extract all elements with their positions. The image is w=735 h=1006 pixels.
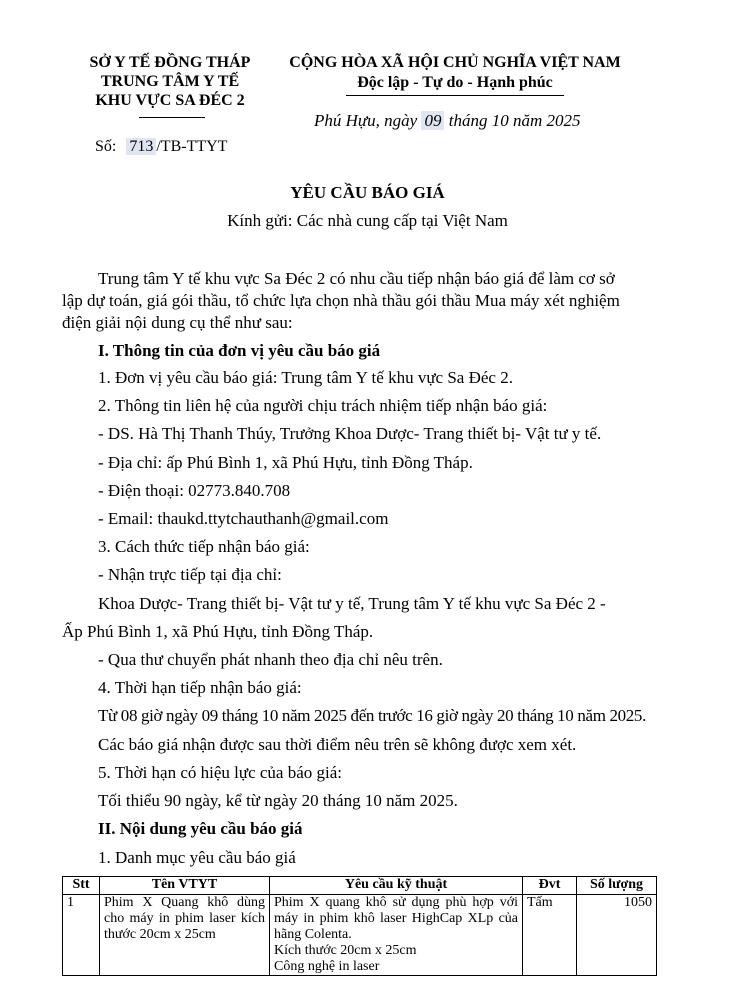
section-1-line: - Điện thoại: 02773.840.708 [98,481,291,500]
col-header-spec: Yêu cầu kỹ thuật [270,877,523,895]
col-header-stt: Stt [63,877,100,895]
document-date [314,111,580,131]
intro-line-3: điện giải nội dung cụ thể như sau: [62,313,293,332]
so-label: Số: [95,138,117,155]
cell-name: Phim X Quang khô dùng cho máy in phim laser kích thước 20cm x 25cm [100,895,270,976]
section-1-line: 4. Thời hạn tiếp nhận báo giá: [98,678,302,697]
date-suffix: tháng 10 năm 2025 [448,111,581,130]
cell-spec [270,895,523,976]
spec-line: Công nghệ in laser [274,959,380,974]
motto-underline [346,95,564,96]
cell-qty: 1050 [577,895,657,976]
cell-stt: 1 [63,895,100,976]
national-title: CỘNG HÒA XÃ HỘI CHỦ NGHĨA VIỆT NAM [289,54,621,71]
date-prefix: Phú Hựu, ngày [314,111,418,130]
so-suffix: /TB-TTYT [156,138,228,155]
section-1-line: 1. Đơn vị yêu cầu báo giá: Trung tâm Y tế khu vực Sa Đéc 2. [98,368,513,387]
section-1-line: 2. Thông tin liên hệ của người chịu trách nhiệm tiếp nhận báo giá: [98,396,548,415]
section-1-line: Các báo giá nhận được sau thời điểm nêu trên sẽ không được xem xét. [98,735,577,754]
spec-line: Kích thước 20cm x 25cm [274,943,417,958]
section-1-line: Khoa Dược- Trang thiết bị- Vật tư y tế, Trung tâm Y tế khu vực Sa Đéc 2 - [98,594,606,613]
items-table [62,876,657,976]
intro-line-2: lập dự toán, giá gói thầu, tổ chức lựa chọn nhà thầu gói thầu Mua máy xét nghiệm [62,291,620,310]
section-1-heading: I. Thông tin của đơn vị yêu cầu báo giá [98,341,381,360]
section-1-line: - Qua thư chuyển phát nhanh theo địa chỉ nêu trên. [98,650,443,669]
col-header-name: Tên VTYT [100,877,270,895]
table-header-row [63,877,657,895]
agency-region: KHU VỰC SA ĐÉC 2 [95,92,245,109]
section-1-line: Ấp Phú Bình 1, xã Phú Hựu, tỉnh Đồng Tháp. [62,622,374,641]
section-1-line: - DS. Hà Thị Thanh Thúy, Trưởng Khoa Dược- Trang thiết bị- Vật tư y tế. [98,424,602,443]
national-motto: Độc lập - Tự do - Hạnh phúc [357,74,553,91]
section-1-line: 3. Cách thức tiếp nhận báo giá: [98,537,310,556]
agency-underline [139,117,205,118]
date-day: 09 [421,111,444,130]
section-1-line: - Email: thaukd.ttytchauthanh@gmail.com [98,509,389,528]
col-header-qty: Số lượng [577,877,657,895]
so-number: 713 [126,138,156,155]
agency-name: TRUNG TÂM Y TẾ [100,73,240,90]
section-1-line: - Nhận trực tiếp tại địa chỉ: [98,565,282,584]
section-1-line: Tối thiểu 90 ngày, kể từ ngày 20 tháng 10 năm 2025. [98,791,458,810]
intro-line-1: Trung tâm Y tế khu vực Sa Đéc 2 có nhu cầu tiếp nhận báo giá để làm cơ sở [98,269,615,288]
agency-parent: SỞ Y TẾ ĐỒNG THÁP [89,54,251,71]
recipient-line: Kính gửi: Các nhà cung cấp tại Việt Nam [227,211,508,230]
section-2-subheading: 1. Danh mục yêu cầu báo giá [98,848,296,867]
document-title: YÊU CẦU BÁO GIÁ [290,183,445,202]
col-header-unit: Đvt [523,877,577,895]
section-2-heading: II. Nội dung yêu cầu báo giá [98,819,303,838]
section-1-line: - Địa chỉ: ấp Phú Bình 1, xã Phú Hựu, tỉnh Đồng Tháp. [98,453,473,472]
spec-line: Phim X quang khô sử dụng phù hợp với máy in phim khô laser HighCap XLp của hãng Colenta. [274,895,518,942]
table-row [63,895,657,976]
section-1-line: 5. Thời hạn có hiệu lực của báo giá: [98,763,343,782]
document-number [95,138,227,156]
cell-unit: Tấm [523,895,577,976]
section-1-line: Từ 08 giờ ngày 09 tháng 10 năm 2025 đến trước 16 giờ ngày 20 tháng 10 năm 2025. [98,706,646,725]
